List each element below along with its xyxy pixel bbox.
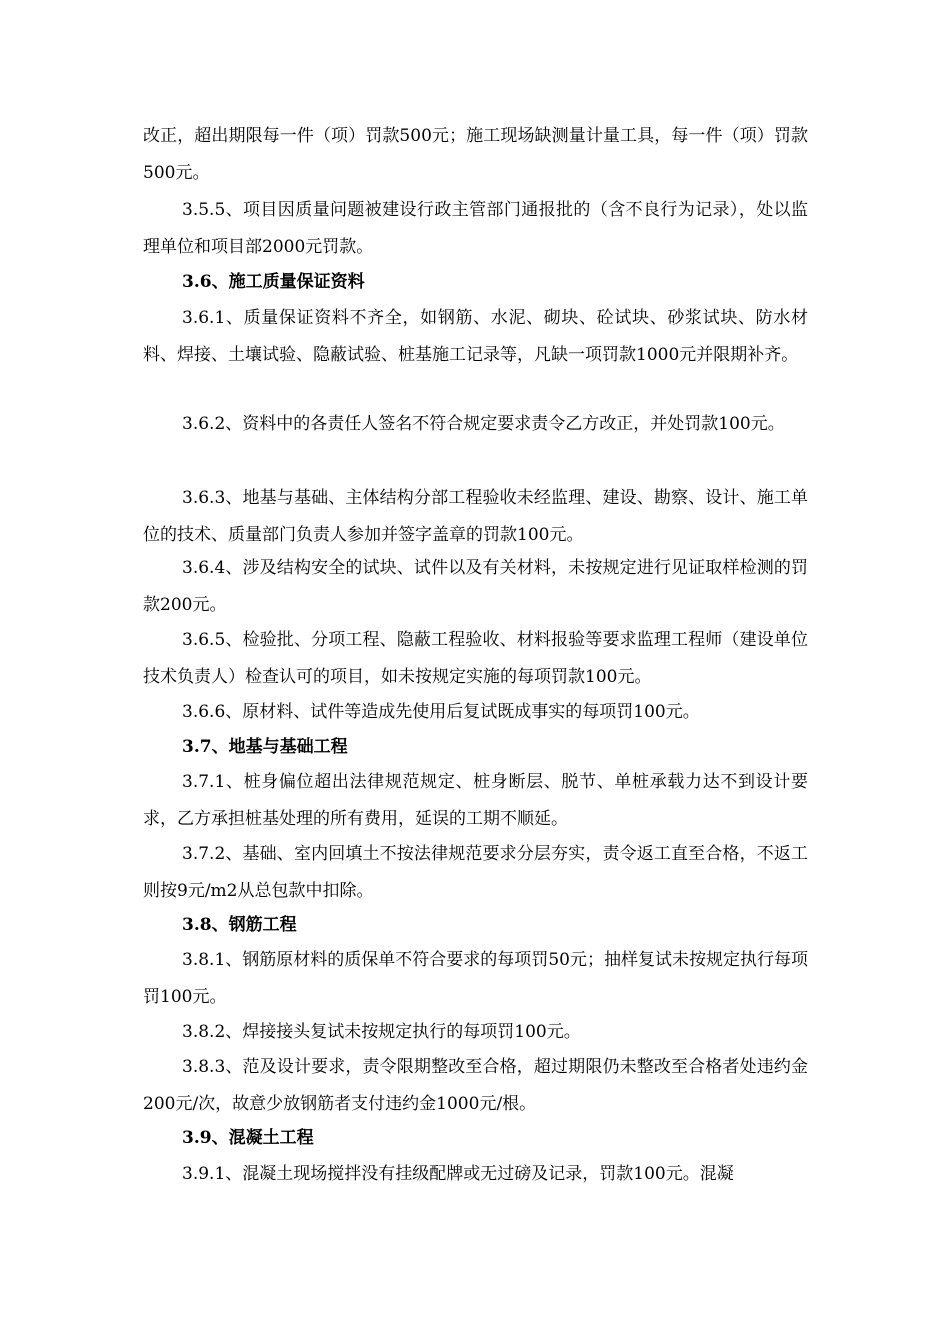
paragraph-3-7-2: 3.7.2、基础、室内回填土不按法律规范要求分层夯实，责令返工直至合格，不返工则按9元/m2从总包款中扣除。	[143, 844, 808, 901]
paragraph-3-8-1: 3.8.1、钢筋原材料的质保单不符合要求的每项罚50元；抽样复试未按规定执行每项罚100元。	[143, 950, 808, 1007]
paragraph-3-8-3: 3.8.3、范及设计要求，责令限期整改至合格，超过期限仍未整改至合格者处违约金200元/次，故意少放钢筋者支付违约金1000元/根。	[143, 1057, 808, 1114]
section-heading-3-7: 3.7、地基与基础工程	[182, 737, 348, 757]
paragraph-3-6-2: 3.6.2、资料中的各责任人签名不符合规定要求责令乙方改正，并处罚款100元。	[182, 414, 785, 434]
paragraph-3-5-5: 3.5.5、项目因质量问题被建设行政主管部门通报批的（含不良行为记录），处以监理单位和项目部2000元罚款。	[143, 200, 808, 257]
paragraph-3-6-6: 3.6.6、原材料、试件等造成先使用后复试既成事实的每项罚100元。	[182, 702, 700, 722]
paragraph-3-8-2: 3.8.2、焊接接头复试未按规定执行的每项罚100元。	[182, 1022, 581, 1042]
section-heading-3-6: 3.6、施工质量保证资料	[182, 272, 365, 292]
paragraph-3-6-3: 3.6.3、地基与基础、主体结构分部工程验收未经监理、建设、勘察、设计、施工单位的技术、质量部门负责人参加并签字盖章的罚款100元。	[143, 488, 808, 545]
paragraph-3-6-4: 3.6.4、涉及结构安全的试块、试件以及有关材料，未按规定进行见证取样检测的罚款200元。	[143, 558, 808, 615]
paragraph-continued-penalty: 改正，超出期限每一件（项）罚款500元；施工现场缺测量计量工具，每一件（项）罚款500元。	[143, 126, 808, 183]
section-heading-3-8: 3.8、钢筋工程	[182, 915, 297, 935]
paragraph-3-7-1: 3.7.1、桩身偏位超出法律规范规定、桩身断层、脱节、单桩承载力达不到设计要求，乙方承担桩基处理的所有费用，延误的工期不顺延。	[143, 772, 808, 829]
paragraph-3-6-1: 3.6.1、质量保证资料不齐全，如钢筋、水泥、砌块、砼试块、砂浆试块、防水材料、焊接、土壤试验、隐蔽试验、桩基施工记录等，凡缺一项罚款1000元并限期补齐。	[143, 308, 808, 365]
paragraph-3-6-5: 3.6.5、检验批、分项工程、隐蔽工程验收、材料报验等要求监理工程师（建设单位技术负责人）检查认可的项目，如未按规定实施的每项罚款100元。	[143, 630, 808, 687]
paragraph-3-9-1: 3.9.1、混凝土现场搅拌没有挂级配牌或无过磅及记录，罚款100元。混凝	[182, 1164, 734, 1184]
section-heading-3-9: 3.9、混凝土工程	[182, 1128, 314, 1148]
